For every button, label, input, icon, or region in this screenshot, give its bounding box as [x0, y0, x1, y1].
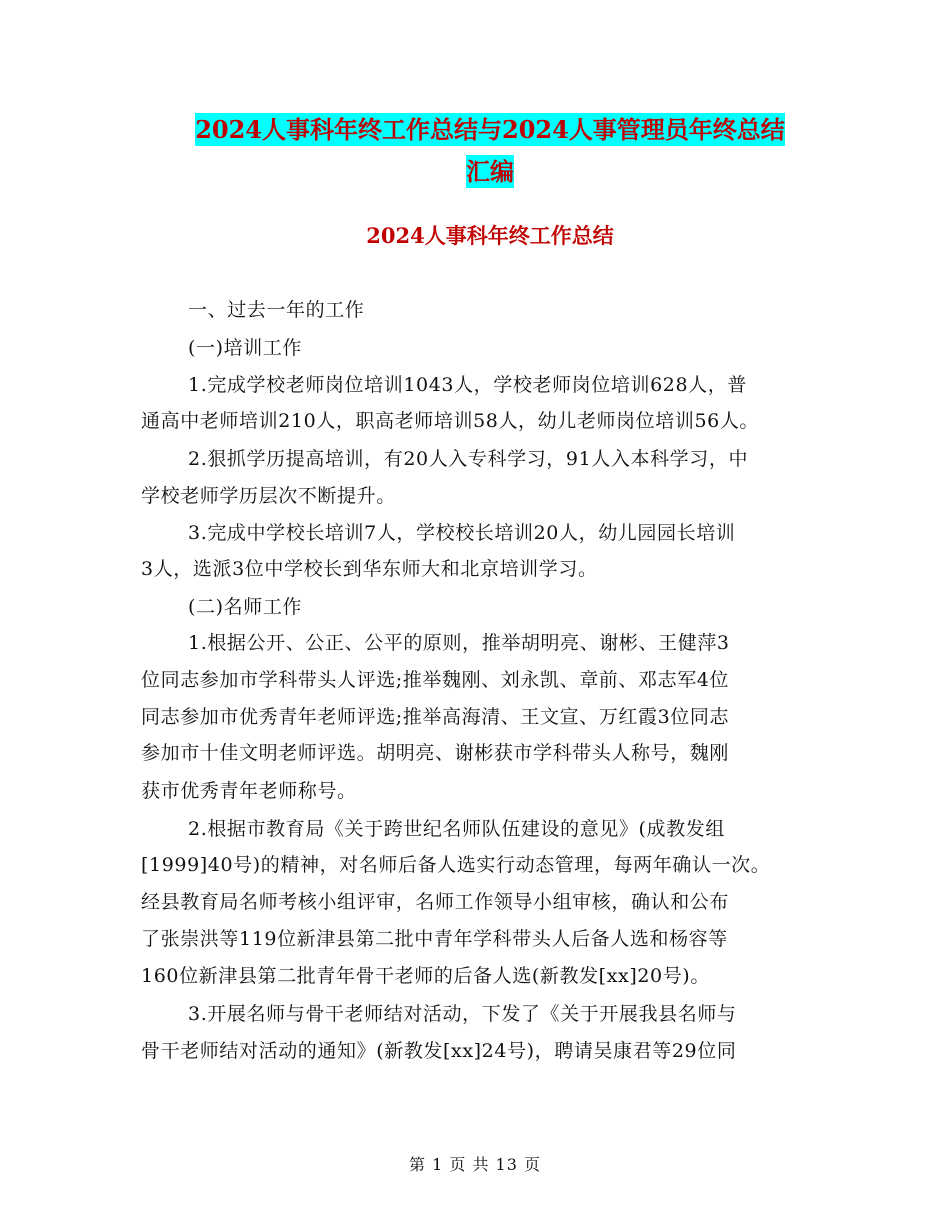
- heading-past-year: 一、过去一年的工作: [188, 299, 365, 321]
- section-title: 2024人事科年终工作总结: [366, 223, 614, 248]
- paragraph-line: 3.完成中学校长培训7人，学校校长培训20人，幼儿园园长培训: [188, 522, 736, 544]
- paragraph-line: 通高中老师培训210人，职高老师培训58人，幼儿老师岗位培训56人。: [141, 410, 760, 432]
- paragraph-line: 位同志参加市学科带头人评选;推举魏刚、刘永凯、章前、邓志军4位: [141, 669, 730, 691]
- document-title-line-2: [140, 152, 840, 192]
- paragraph-line: 2.根据市教育局《关于跨世纪名师队伍建设的意见》(成教发组: [188, 818, 725, 840]
- title-highlight-1: 2024人事科年终工作总结与2024人事管理员年终总结: [195, 115, 785, 144]
- title-highlight-2: 汇编: [466, 157, 514, 186]
- paragraph-line: 获市优秀青年老师称号。: [141, 780, 357, 802]
- page-number-footer: 第 1 页 共 13 页: [409, 1155, 541, 1174]
- paragraph-line: 2.狠抓学历提高培训，有20人入专科学习，91人入本科学习，中: [188, 448, 749, 470]
- paragraph-line: 参加市十佳文明老师评选。胡明亮、谢彬获市学科带头人称号，魏刚: [141, 742, 730, 764]
- heading-training: (一)培训工作: [188, 337, 303, 359]
- paragraph-line: 1.根据公开、公正、公平的原则，推举胡明亮、谢彬、王健萍3: [188, 632, 730, 654]
- paragraph-line: 骨干老师结对活动的通知》(新教发[xx]24号)，聘请吴康君等29位同: [141, 1040, 737, 1062]
- paragraph-line: 经县教育局名师考核小组评审，名师工作领导小组审核，确认和公布: [141, 891, 730, 913]
- paragraph-line: 1.完成学校老师岗位培训1043人，学校老师岗位培训628人，普: [188, 374, 747, 396]
- paragraph-line: 3.开展名师与骨干老师结对活动，下发了《关于开展我县名师与: [188, 1003, 737, 1025]
- paragraph-line: 了张崇洪等119位新津县第二批中青年学科带头人后备人选和杨容等: [141, 928, 728, 950]
- paragraph-line: 学校老师学历层次不断提升。: [141, 485, 396, 507]
- document-title-line-1: [140, 110, 840, 150]
- paragraph-line: 160位新津县第二批青年骨干老师的后备人选(新教发[xx]20号)。: [141, 965, 710, 987]
- heading-famous-teachers: (二)名师工作: [188, 596, 303, 618]
- paragraph-line: 3人，选派3位中学校长到华东师大和北京培训学习。: [141, 558, 598, 580]
- paragraph-line: 同志参加市优秀青年老师评选;推举高海清、王文宣、万红霞3位同志: [141, 706, 730, 728]
- paragraph-line: [1999]40号)的精神，对名师后备人选实行动态管理，每两年确认一次。: [141, 854, 771, 876]
